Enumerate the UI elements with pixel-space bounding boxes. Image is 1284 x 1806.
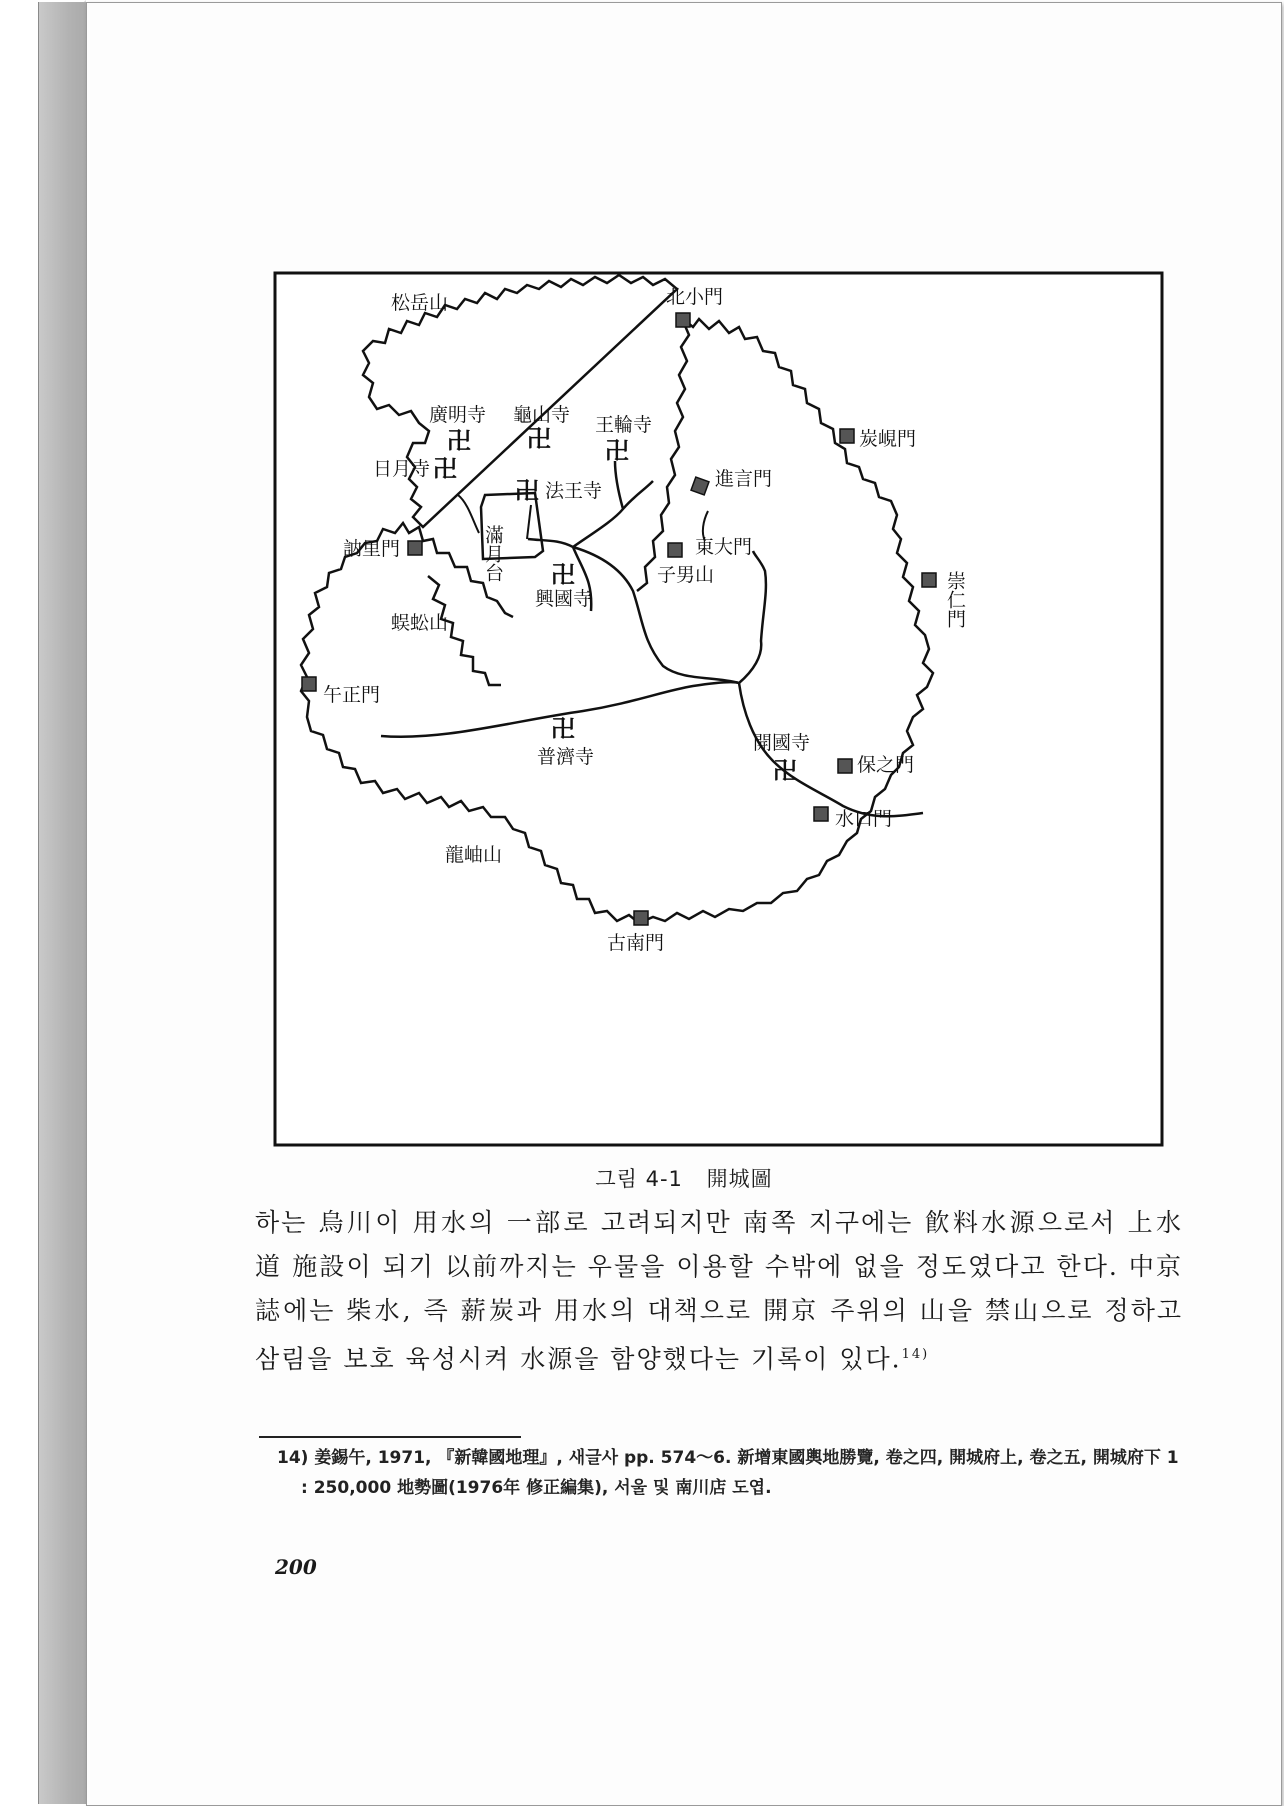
label-janam: 子男山 [657, 564, 715, 586]
label-ojeong: 午正門 [323, 684, 381, 706]
book-spine [38, 2, 87, 1804]
label-ogong: 蜈蚣山 [391, 612, 449, 634]
label-wangnyun: 王輪寺 [595, 414, 653, 436]
label-songaksan: 松岳山 [391, 292, 449, 314]
footnote-reference: 14) [901, 1347, 930, 1362]
label-heungguk: 興國寺 [535, 588, 593, 610]
temple-icon-beobwang: 卍 [515, 477, 539, 505]
temple-icon-boje: 卍 [551, 715, 575, 743]
temple-icon-wangnyun: 卍 [605, 437, 629, 465]
label-nulli: 訥里門 [343, 538, 401, 560]
label-sugu: 水口門 [835, 808, 893, 830]
kaesong-map [273, 271, 1164, 1147]
label-manwol: 滿月台 [482, 525, 504, 582]
gate-sugu [814, 807, 828, 821]
page-number: 200 [275, 1555, 317, 1579]
gate-sungin [922, 573, 936, 587]
footnote-rule [259, 1436, 521, 1438]
temple-icon-ilwol: 卍 [433, 455, 457, 483]
temple-icon-gaeguk: 卍 [773, 757, 797, 785]
label-gwisan: 龜山寺 [513, 404, 571, 426]
map-border [275, 273, 1162, 1145]
label-gaeguk: 開國寺 [753, 732, 811, 754]
gate-gonam [634, 911, 648, 925]
footnote [277, 1443, 1187, 1503]
temple-icon-gwangmyeong: 卍 [447, 427, 471, 455]
gate-nulli [408, 541, 422, 555]
body-text-content: 하는 烏川이 用水의 一部로 고려되지만 南쪽 지구에는 飮料水源으로서 上水道 施設이 되기 以前까지는 우물을 이용할 수밖에 없을 정도였다고 한다. 中京誌에는 柴水, 즉 薪炭과 用水의 대책으로 開京 주위의 山을 禁山으로 정하고 삼림을 보호 육성시켜 水源을 함양했다는 기록이 있다. [255, 1208, 1183, 1374]
figure-caption [87, 1163, 1281, 1193]
label-tanhyeon: 炭峴門 [859, 428, 917, 450]
gate-tanhyeon [840, 429, 854, 443]
label-boje: 普濟寺 [537, 746, 595, 768]
label-dongdae: 東大門 [695, 536, 753, 558]
body-paragraph [255, 1201, 1183, 1381]
label-beobwang: 法王寺 [545, 480, 603, 502]
label-ilwol: 日月寺 [373, 458, 431, 480]
temple-icon-heungguk: 卍 [551, 561, 575, 589]
gate-bukso [676, 313, 690, 327]
label-bukso: 北小門 [666, 286, 724, 308]
label-gwangmyeong: 廣明寺 [429, 404, 487, 426]
gate-janam [668, 543, 682, 557]
figure-title: 開城圖 [706, 1167, 773, 1191]
gate-ojeong [302, 677, 316, 691]
kaesong-map-svg [273, 271, 1164, 1147]
gate-boji [838, 759, 852, 773]
temple-icon-gwisan: 卍 [527, 425, 551, 453]
label-gonam: 古南門 [607, 932, 665, 954]
label-sungin: 崇仁門 [944, 571, 966, 628]
label-jineon: 進言門 [715, 468, 773, 490]
label-boji: 保之門 [857, 754, 915, 776]
figure-number: 그림 4-1 [595, 1167, 683, 1191]
label-yongsu: 龍岫山 [445, 844, 503, 866]
book-page [86, 2, 1282, 1806]
footnote-text: 14) 姜錫午, 1971, 『新韓國地理』, 새글사 pp. 574～6. 新增東國輿地勝覽, 卷之四, 開城府上, 卷之五, 開城府下 1 : 250,000 地勢圖(1976年 修正編集), 서울 및 南川店 도엽. [277, 1448, 1179, 1498]
